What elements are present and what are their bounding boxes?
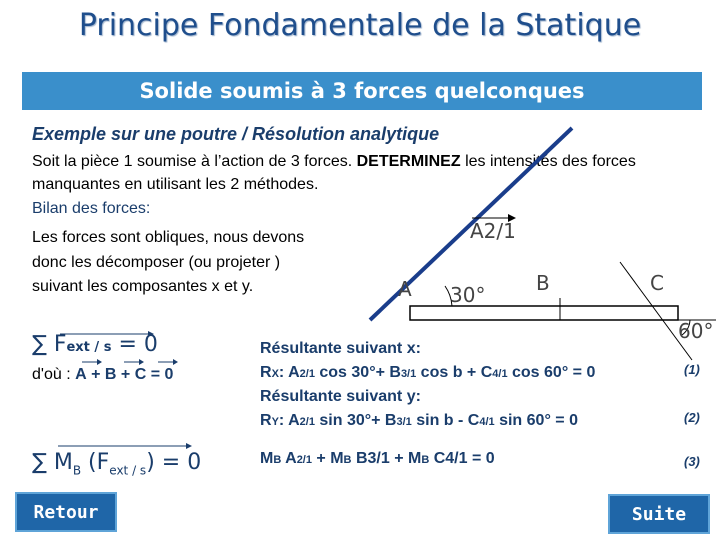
sum-f-prefix: ∑ F <box>32 332 67 357</box>
sum-f-sub: ext / s <box>66 340 112 355</box>
rx-label-sub: X <box>271 368 279 380</box>
label-b: B <box>536 271 550 295</box>
sum-m-prefix: ∑ M <box>32 450 73 475</box>
beam <box>410 306 678 320</box>
rx-s2: 3/1 <box>400 368 417 380</box>
dou-prefix: d'où : <box>32 366 76 383</box>
oblique-explanation: Les forces sont obliques, nous devons donc les décomposer (ou projeter ) suivant les composantes x et y. <box>32 229 305 295</box>
sum-m-sub1: B <box>72 463 82 478</box>
vector-b: B <box>104 366 117 383</box>
ry-t2: sin 30°+ B <box>314 412 397 429</box>
label-c: C <box>650 271 664 295</box>
label-angle-60: 60° <box>678 319 714 343</box>
rx-s1: 2/1 <box>299 368 315 380</box>
equation-tag-3: (3) <box>684 454 700 469</box>
vector-a: A <box>75 366 87 383</box>
rx-t2: cos 30°+ B <box>314 364 401 381</box>
plus-2: + <box>120 366 131 383</box>
sum-f-suffix: = 0 <box>111 332 158 357</box>
m-t1: M <box>260 450 274 467</box>
sum-m-mid: (F <box>81 450 110 475</box>
rx-t1: : A <box>278 364 300 381</box>
label-a: A <box>398 277 412 301</box>
plus-1: + <box>91 366 101 383</box>
retour-button[interactable]: Retour <box>15 492 117 532</box>
m-s4: B <box>421 454 430 466</box>
bilan-heading: Bilan des forces: <box>32 200 151 217</box>
ry-s1: 2/1 <box>299 416 315 428</box>
ry-t1: : A <box>278 412 300 429</box>
page-title: Principe Fondamentale de la Statique <box>78 8 642 43</box>
m-s1: B <box>273 454 282 466</box>
rx-equation <box>260 364 595 382</box>
ry-heading: Résultante suivant y: <box>260 388 421 405</box>
ry-label-sub: Y <box>271 416 279 428</box>
vector-sum-line <box>32 366 173 384</box>
ry-t4: sin 60° = 0 <box>494 412 578 429</box>
vector-c: C <box>134 366 147 383</box>
ry-label: R <box>260 412 272 429</box>
rx-t3: cos b + C <box>416 364 493 381</box>
ry-s2: 3/1 <box>396 416 412 428</box>
suite-button[interactable]: Suite <box>608 494 710 534</box>
m-t5: C4/1 = 0 <box>429 450 495 467</box>
ry-equation <box>260 412 578 430</box>
label-a2-1: A2/1 <box>470 219 516 243</box>
instruction-text-1: Soit la pièce 1 soumise à l’action de 3 forces. <box>32 153 357 170</box>
example-subtitle: Exemple sur une poutre / Résolution analytique <box>32 124 440 144</box>
sum-m-arrowhead <box>186 443 192 449</box>
m-t4: B3/1 + M <box>351 450 422 467</box>
vec-b-arrowhead <box>139 359 144 365</box>
equals-zero: = 0 <box>150 366 174 383</box>
sum-forces-equation <box>32 332 158 357</box>
vec-a-arrowhead <box>97 359 102 365</box>
rx-heading: Résultante suivant x: <box>260 340 421 357</box>
sum-m-suffix: ) = 0 <box>146 450 202 475</box>
moment-equation <box>260 450 495 468</box>
sum-m-sub2: ext / s <box>109 463 147 478</box>
m-s2: 2/1 <box>296 454 312 466</box>
equation-tag-2: (2) <box>684 410 700 425</box>
ry-s3: 4/1 <box>479 416 495 428</box>
rx-label: R <box>260 364 272 381</box>
ry-t3: sin b - C <box>411 412 480 429</box>
sum-moments-equation <box>32 450 201 477</box>
m-t2: A <box>281 450 297 467</box>
m-s3: B <box>343 454 352 466</box>
instruction-text-2: les intensités des forces manquantes en utilisant les 2 méthodes. <box>32 153 636 193</box>
rx-t4: cos 60° = 0 <box>507 364 596 381</box>
m-t3: + M <box>311 450 344 467</box>
vec-c-arrowhead <box>173 359 178 365</box>
label-angle-30: 30° <box>450 283 486 307</box>
rx-s3: 4/1 <box>492 368 508 380</box>
equation-tag-1: (1) <box>684 362 700 377</box>
instruction-bold: DETERMINEZ <box>356 153 461 170</box>
section-banner: Solide soumis à 3 forces quelconques <box>22 72 702 110</box>
